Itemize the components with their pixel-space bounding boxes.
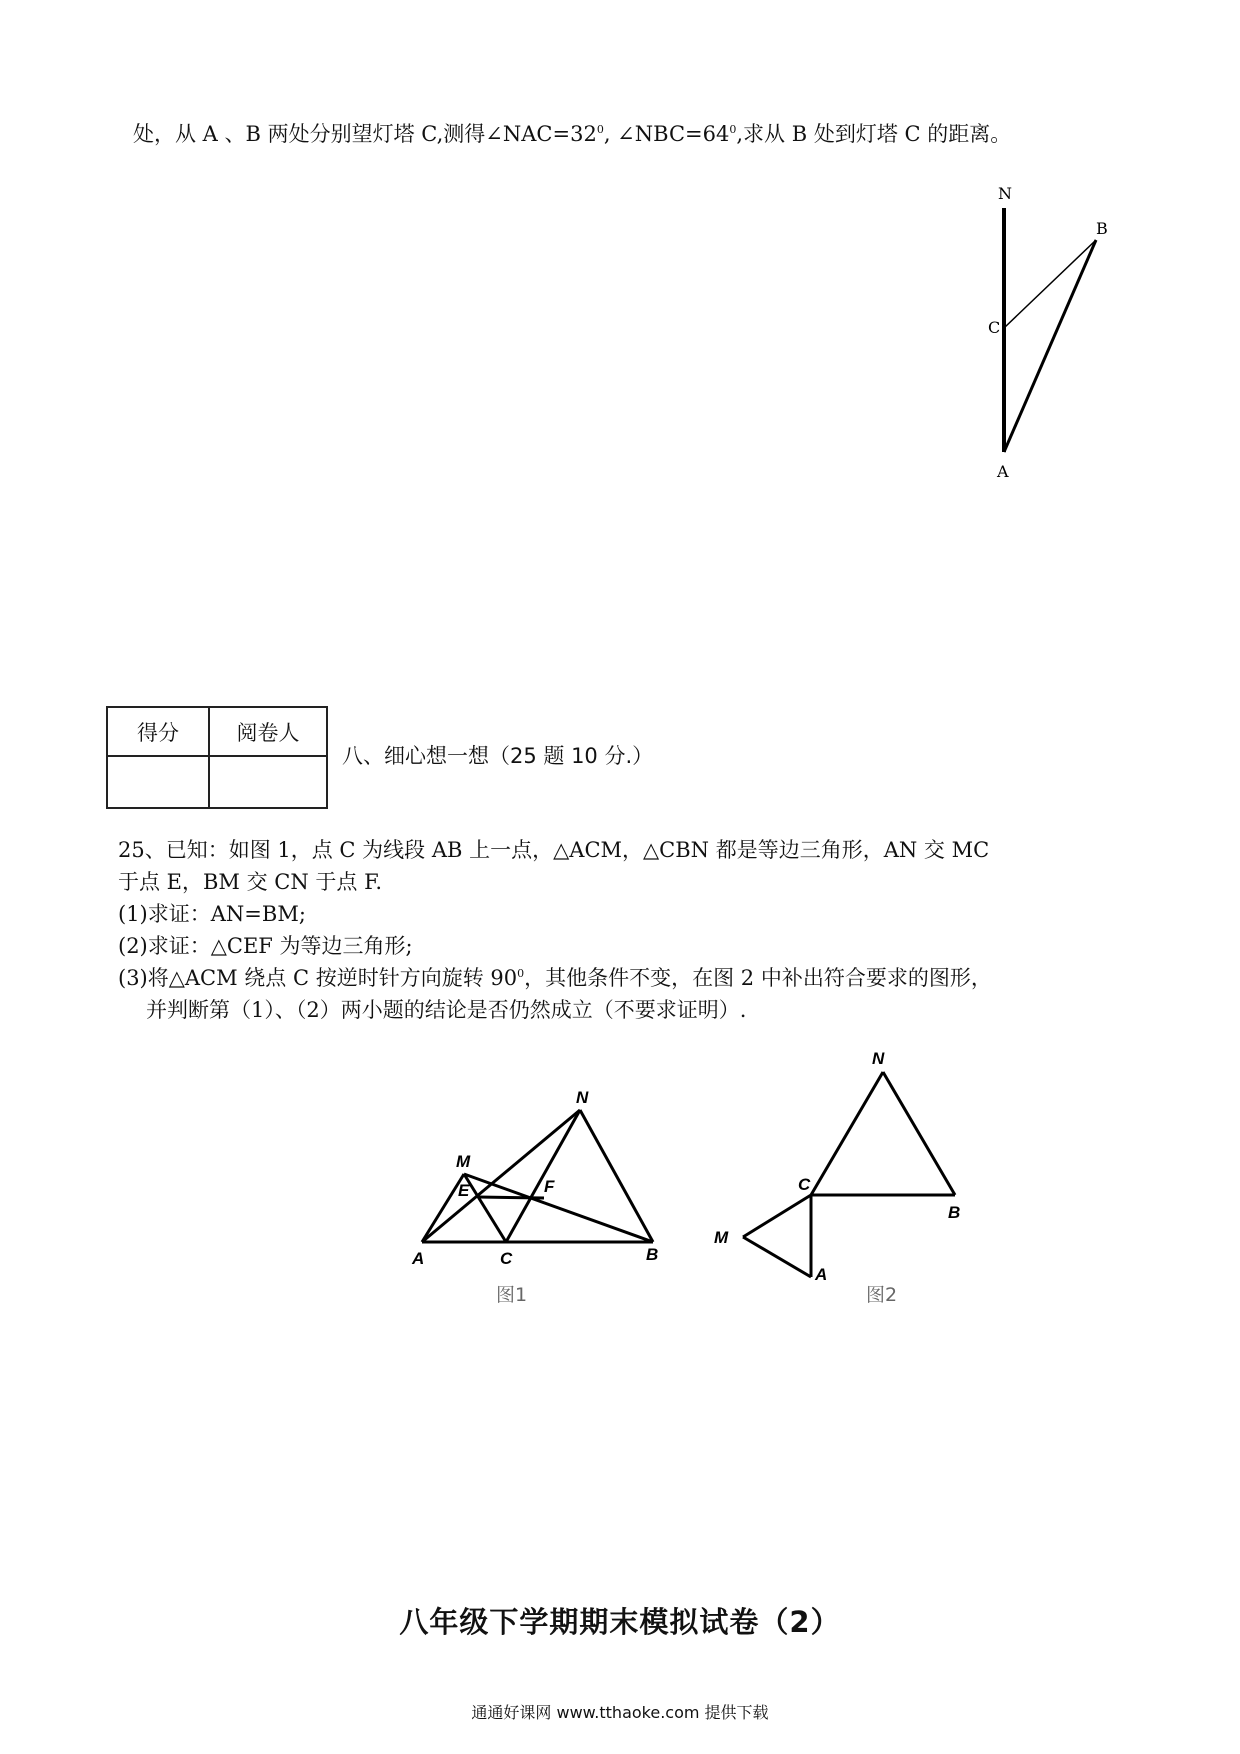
- q25-line1: 25、已知：如图 1，点 C 为线段 AB 上一点，△ACM，△CBN 都是等边三角形，AN 交 MC: [118, 838, 990, 862]
- q25-line2: 于点 E，BM 交 CN 于点 F.: [118, 870, 383, 894]
- grader-cell: [209, 756, 327, 808]
- fig1-label-a: A: [412, 1249, 425, 1268]
- fig2-label-c: C: [798, 1175, 811, 1194]
- score-table: [106, 706, 328, 809]
- fig1-caption: 图1: [496, 1284, 528, 1306]
- fig1-label-m: M: [456, 1152, 471, 1171]
- q25-line3: (1)求证：AN=BM;: [118, 902, 306, 926]
- fig1-label-e: E: [458, 1181, 470, 1200]
- fig2-caption: 图2: [866, 1284, 898, 1306]
- label-a: A: [997, 462, 1009, 481]
- question-24-text: 处，从 A 、B 两处分别望灯塔 C,测得$\angle NAC=32^0$, $\angle NBC=64^0$,求从 B 处到灯塔 C 的距离。: [133, 122, 1012, 146]
- question-25: [118, 834, 992, 1026]
- q25-line4: (2)求证：△CEF 为等边三角形;: [118, 934, 413, 958]
- score-header: 得分: [107, 707, 209, 756]
- fig1-label-n: N: [576, 1088, 589, 1107]
- label-n: N: [998, 184, 1012, 203]
- fig2-label-a: A: [815, 1265, 828, 1284]
- fig2-label-m: M: [714, 1228, 729, 1247]
- figure-1: [400, 1080, 700, 1320]
- fig1-label-f: F: [544, 1177, 555, 1196]
- footer-text: 通通好课网 www.tthaoke.com 提供下载: [471, 1703, 769, 1722]
- label-c: C: [988, 318, 1001, 337]
- grader-header: 阅卷人: [209, 707, 327, 756]
- q25-line5: (3)将△ACM 绕点 C 按逆时针方向旋转 $90^0$，其他条件不变，在图 2 中补出符合要求的图形，: [118, 966, 992, 990]
- figure-2: [700, 1040, 980, 1320]
- fig2-label-n: N: [872, 1049, 885, 1068]
- fig2-label-b: B: [948, 1203, 961, 1222]
- fig1-label-c: C: [500, 1249, 513, 1268]
- label-b: B: [1096, 219, 1108, 238]
- q25-line6: 并判断第（1）、（2）两小题的结论是否仍然成立（不要求证明）.: [146, 998, 747, 1022]
- fig1-label-b: B: [646, 1245, 659, 1264]
- section-title: 八、细心想一想（25 题 10 分.）: [342, 744, 654, 768]
- lighthouse-figure: [960, 180, 1108, 490]
- score-cell: [107, 756, 209, 808]
- exam-title: 八年级下学期期末模拟试卷（2）: [399, 1605, 841, 1639]
